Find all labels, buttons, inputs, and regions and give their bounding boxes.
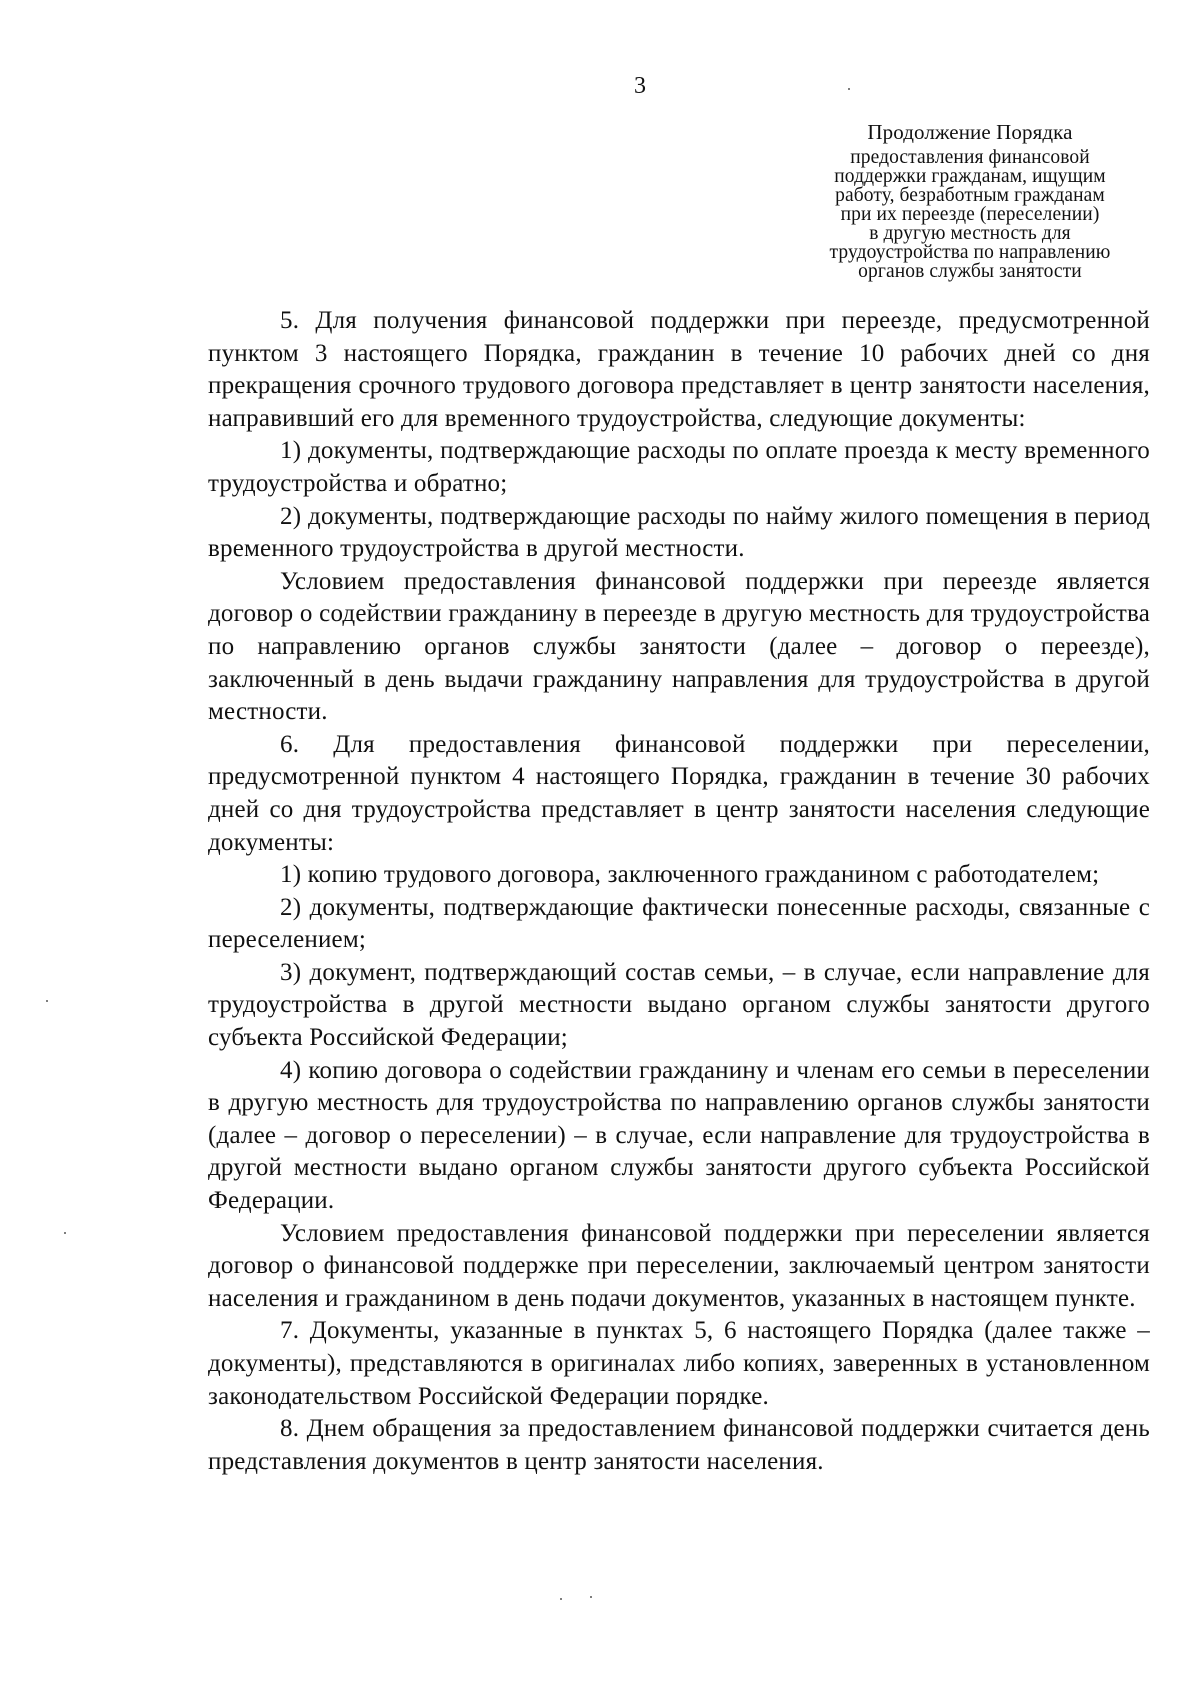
scan-speck [560,1598,562,1600]
paragraph-5-item-2: 2) документы, подтверждающие расходы по найму жилого помещения в период временного трудоустройства в другой местности. [208,502,1150,563]
document-header [790,118,1150,281]
paragraph-6-condition: Условием предоставления финансовой поддержки при переселении является договор о финансовой поддержке при переселении, заключаемый центром занятости населения и гражданином в день подачи документов, указанных в настоящем пункте. [208,1219,1150,1312]
paragraph-6-item-2: 2) документы, подтверждающие фактически понесенные расходы, связанные с переселением; [208,893,1150,954]
header-line: органов службы занятости [858,261,1082,282]
paragraph-5-item-1: 1) документы, подтверждающие расходы по оплате проезда к месту временного трудоустройства и обратно; [208,437,1150,497]
paragraph-6-item-3: 3) документ, подтверждающий состав семьи, – в случае, если направление для трудоустройства в другой местности выдано органом службы занятости другого субъекта Российской Федерации; [208,958,1150,1052]
paragraph-5-condition: Условием предоставления финансовой поддержки при переезде является договор о содействии гражданину в переезде в другую местность для трудоустройства по направлению органов службы занятости (далее – договор о переезде), заключенный в день выдачи гражданину направления для трудоустройства в другой местности. [208,567,1150,726]
header-line: в другую местность для [869,223,1071,244]
header-line: предоставления финансовой [850,147,1090,168]
scan-speck [590,1596,592,1598]
header-line: трудоустройства по направлению [829,242,1111,263]
header-title: Продолжение Порядка [867,120,1073,144]
paragraph-5: 5. Для получения финансовой поддержки при переезде, предусмотренной пунктом 3 настоящего Порядка, гражданин в течение 10 рабочих дней со дня прекращения срочного трудового договора представляет в центр занятости населения, направивший его для временного трудоустройства, следующие документы: [208,307,1150,432]
paragraph-8: 8. Днем обращения за предоставлением финансовой поддержки считается день представления документов в центр занятости населения. [208,1415,1150,1475]
scan-speck [848,88,850,90]
page-number: 3 [634,73,646,99]
header-line: поддержки гражданам, ищущим [834,166,1106,187]
paragraph-7: 7. Документы, указанные в пунктах 5, 6 настоящего Порядка (далее также – документы), представляются в оригиналах либо копиях, заверенных в установленном законодательством Российской Федерации порядке. [208,1317,1150,1410]
paragraph-6-item-4: 4) копию договора о содействии гражданину и членам его семьи в переселении в другую местность для трудоустройства по направлению органов службы занятости (далее – договор о переселении) – в случае, если направление для трудоустройства в другой местности выдано органом службы занятости другого субъекта Российской Федерации. [208,1056,1150,1215]
scan-speck [46,1000,48,1002]
paragraph-6: 6. Для предоставления финансовой поддержки при переселении, предусмотренной пунктом 4 настоящего Порядка, гражданин в течение 30 рабочих дней со дня трудоустройства представляет в центр занятости населения следующие документы: [208,730,1150,856]
header-line: при их переезде (переселении) [840,204,1100,225]
scan-speck [64,1232,66,1234]
paragraph-6-item-1: 1) копию трудового договора, заключенного гражданином с работодателем; [280,861,1100,889]
header-line: работу, безработным гражданам [835,185,1105,206]
document-body [208,305,1150,1478]
